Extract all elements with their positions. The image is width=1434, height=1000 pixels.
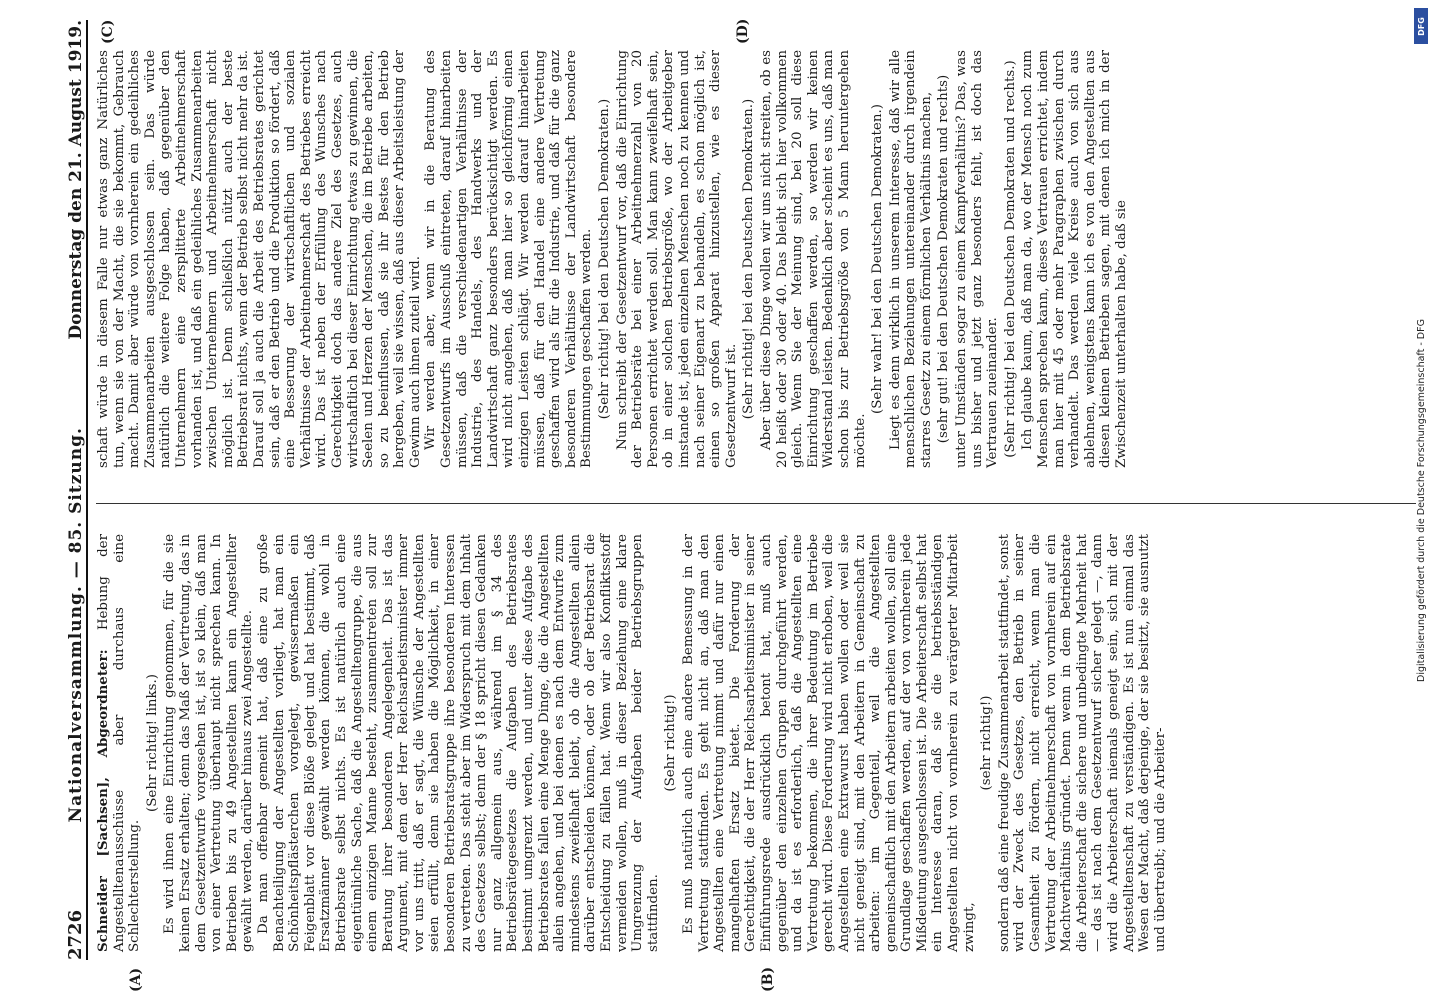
interjection: (Sehr richtig! links.) bbox=[144, 674, 160, 812]
paragraph: Aber über diese Dinge wollen wir uns nicht streiten, ob es 20 heißt oder 30 oder 40. Das bleibt sich hier vollkommen gleich. Wenn Sie der Meinung sind, bei 20 soll diese Einrichtung geschaffen werden, so werden wir keinen Widerstand leisten. Bedenklich aber scheint es uns, daß man schon bis zur Betriebsgröße von 5 Mann heruntergehen möchte. bbox=[758, 50, 868, 468]
interjection: (Sehr wahr! bei den Deutschen Demokraten.) bbox=[870, 104, 886, 414]
margin-marker-a: (A) bbox=[128, 967, 144, 992]
interjection: (Sehr richtig! bei den Deutschen Demokraten.) bbox=[597, 98, 612, 420]
margin-marker-c: (C) bbox=[100, 19, 116, 44]
right-column bbox=[96, 50, 1130, 468]
paragraph: Ich glaube kaum, daß man da, wo der Mensch noch zum Menschen sprechen kann, dieses Vertrauen errichtet, indem man hier mit 45 oder mehr Paragraphen zwischen durch verhandelt. Das werden viele Kreise auch von sich aus ablehnen, wenigstens kann ich es von den Angestellten aus diesen kleinen Betrieben sagen, mit denen ich mich in der Zwischenzeit unterhalten habe, daß sie bbox=[1020, 50, 1129, 468]
interjection: (Sehr richtig! bei den Deutschen Demokraten.) bbox=[741, 98, 757, 420]
paragraph: Es muß natürlich auch eine andere Bemessung in der Vertretung stattfinden. Es geht nicht an, daß man den Angestellten eine Vertretung nimmt und dafür nur einen mangelhaften Ersatz bietet. Die Forderung der Gerechtigkeit, die der Herr Reichsarbeitsminister in seiner Einführungsrede ausdrücklich betont hat, muß auch gegenüber den einzelnen Gruppen durchgeführt werden, und da ist es erforderlich, daß die Angestellten eine Vertretung bekommen, die ihrer Bedeutung im Betriebe gerecht wird. Diese Forderung wird nicht erhoben, weil die Angestellten eine Extrawurst haben wollen oder weil sie nicht geneigt sind, mit den Arbeitern in Gemeinschaft zu arbeiten: im Gegenteil, weil die Angestellten gemeinschaftlich mit den Arbeitern arbeiten wollen, soll eine Grundlage geschaffen werden, auf der von vornherein jede Mißdeutung ausgeschlossen ist. Die Arbeiterschaft selbst hat ein Interesse daran, daß sie die betriebsständigen Angestellten nicht von vornherein zu verärgerter Mitarbeit zwingt, bbox=[680, 534, 977, 952]
paragraph: Es wird ihnen eine Einrichtung genommen, für die sie keinen Ersatz erhalten; denn das Maß der Vertretung, das in dem Gesetzentwurfe vorgesehen ist, ist so klein, daß man von einer Vertretung überhaupt nicht sprechen kann. In Betrieben bis zu 49 Angestellten kann ein Angestellter gewählt werden, darüber hinaus zwei Angestellte. bbox=[162, 534, 256, 952]
paragraph: Liegt es denn wirklich in unserem Interesse, daß wir alle menschlichen Beziehungen untereinander durch irgendein starres Gesetz zu einem förmlichen Verhältnis machen, bbox=[887, 50, 934, 468]
logo-text: DFG bbox=[1416, 16, 1426, 36]
interjection: (sehr richtig!) bbox=[979, 695, 995, 791]
paragraph: schaft würde in diesem Falle nur etwas ganz Natürliches tun, wenn sie von der Macht, die sie bekommt, Gebrauch macht. Damit aber würde von vornherein ein gedeihliches Zusammenarbeiten ausgeschlossen sein. Das würde natürlich die weitere Folge haben, daß gegenüber den Unternehmern eine zersplitterte Arbeitnehmerschaft vorhanden ist, und daß ein gedeihliches Zusammenarbeiten zwischen Unternehmern und Arbeitnehmerschaft nicht möglich ist. Denn schließlich nützt auch der beste Betriebsrat nichts, wenn der Betrieb selbst nicht mehr da ist. Darauf soll ja auch die Arbeit des Betriebsrates gerichtet sein, daß er den Betrieb und die Produktion so fördert, daß eine Besserung der wirtschaftlichen und sozialen Verhältnisse der Arbeitnehmerschaft des Betriebes erreicht wird. Das ist neben der Erfüllung des Wunsches nach Gerechtigkeit doch das andere Ziel des Gesetzes, auch wirtschaftlich bei dieser Einrichtung etwas zu gewinnen, die Seelen und Herzen der Menschen, die im Betriebe arbeiten, so zu beeinflussen, daß sie ihr Bestes für den Betrieb hergeben, weil sie wissen, daß aus dieser Arbeitsleistung der Gewinn auch ihnen zuteil wird. bbox=[96, 50, 423, 468]
paragraph-text: Hebung der Angestelltenausschüsse aber durchaus eine Schlechterstellung. bbox=[96, 533, 143, 952]
paragraph: Nun schreibt der Gesetzentwurf vor, daß die Einrichtung der Betriebsräte bei einer Arbeitnehmerzahl von 20 Personen errichtet werden soll. Man kann zweifelhaft sein, ob in einer solchen Betriebsgröße, wo der Arbeitgeber imstande ist, jeden einzelnen Menschen noch zu kennen und nach seiner Eigenart zu behandeln, es schon möglich ist, einen so großen Apparat hinzustellen, wie es dieser Gesetzentwurf ist. bbox=[614, 50, 739, 468]
paragraph: Da man offenbar gemeint hat, daß eine zu große Benachteiligung der Angestellten vorliegt, hat man ein Schönheitspflästerchen vorgelegt, gewissermaßen ein Feigenblatt vor diese Blöße gelegt und hat bestimmt, daß Ersatzmänner gewählt werden können, die wohl in Betriebsrate selbst nichts. Es ist natürlich auch eine eigentümliche Sache, daß die Angestelltengruppe, die aus einem einzigen Manne besteht, zusammentreten soll zur Beratung ihrer besonderen Angelegenheit. Das ist das Argument, mit dem der Herr Reichsarbeitsminister immer vor uns tritt, daß er sagt, die Wünsche der Angestellten seien erfüllt, denn sie haben die Möglichkeit, in einer besonderen Betriebsratsgruppe ihre besonderen Interessen zu vertreten. Das steht aber im Widerspruch mit dem Inhalt des Gesetzes selbst; denn der § 18 spricht diesen Gedanken nur ganz allgemein aus, während im § 34 des Betriebsrätegesetzes die Aufgaben des Betriebsrates bestimmt umgrenzt werden, und unter diese Aufgabe des Betriebsrates fallen eine Menge Dinge, die die Angestellten allein angehen, und bei denen es nach dem Entwurfe zum mindestens zweifelhaft bleibt, ob die Angestellten allein darüber entscheiden können, oder ob der Betriebsrat die Entscheidung zu fällen hat. Wenn wir also Konfliktsstoff vermeiden wollen, muß in dieser Beziehung eine klare Umgrenzung der Aufgaben beider Betriebsgruppen stattfinden. bbox=[255, 534, 661, 952]
interjection: (Sehr richtig! bei den Deutschen Demokraten und rechts.) bbox=[1002, 60, 1018, 458]
margin-marker-b: (B) bbox=[760, 966, 776, 992]
interjection: (Sehr richtig!) bbox=[663, 694, 679, 792]
paragraph: sondern daß eine freudige Zusammenarbeit stattfindet, sonst wird der Zweck des Gesetzes, den Betrieb in seiner Gesamtheit zu fördern, nicht erreicht, wenn man die Vertretung der Arbeitnehmerschaft von vornherein auf ein Machtverhältnis gründet. Denn wenn in dem Betriebsrate die Arbeiterschaft die sichere und unbedingte Mehrheit hat — das ist nach dem Gesetzentwurf sicher gelegt —, dann wird die Arbeiterschaft niemals geneigt sein, sich mit der Angestelltenschaft zu verständigen. Es ist nun einmal das Wesen der Macht, daß derjenige, der sie besitzt, sie ausnutzt und übertreibt; und die Arbeiter- bbox=[996, 534, 1168, 952]
margin-marker-d: (D) bbox=[735, 18, 751, 44]
speaker-name: Schneider [Sachsen], Abgeordneter: bbox=[95, 649, 111, 952]
page-header bbox=[60, 20, 88, 960]
paragraph: unter Umständen sogar zu einem Kampfverhältnis? Das, was uns bisher und jetzt ganz besonders fehlt, ist doch das Vertrauen zueinander. bbox=[954, 50, 1001, 468]
column-divider bbox=[96, 503, 1416, 504]
paragraph: Wir werden aber, wenn wir in die Beratung des Gesetzentwurfs im Ausschuß eintreten, darauf hinarbeiten müssen, daß die verschiedenartigen Verhältnisse der Industrie, des Handels, des Handwerks und der Landwirtschaft ganz besonders berücksichtigt werden. Es wird nicht angehen, daß man hier so gleichförmig einen einzigen Leisten schlägt. Wir werden darauf hinarbeiten müssen, daß für den Handel eine andere Vertretung geschaffen wird als für die Industrie, und daß für die ganz besonderen Verhältnisse der Landwirtschaft besondere Bestimmungen geschaffen werden. bbox=[423, 50, 595, 468]
left-column bbox=[96, 534, 1168, 952]
paragraph bbox=[96, 534, 143, 952]
credit-text: Digitalisierung gefördert durch die Deutsche Forschungsgemeinschaft - DFG bbox=[1415, 318, 1427, 682]
digitization-credit bbox=[1408, 0, 1434, 1000]
page-number: 2726 bbox=[65, 909, 86, 960]
interjection: (sehr gut! bei den Deutschen Demokraten und rechts) bbox=[936, 74, 952, 444]
session-date: Donnerstag den 21. August 1919. bbox=[66, 20, 86, 340]
session-title: Nationalversammlung. — 85. Sitzung. bbox=[66, 427, 86, 823]
